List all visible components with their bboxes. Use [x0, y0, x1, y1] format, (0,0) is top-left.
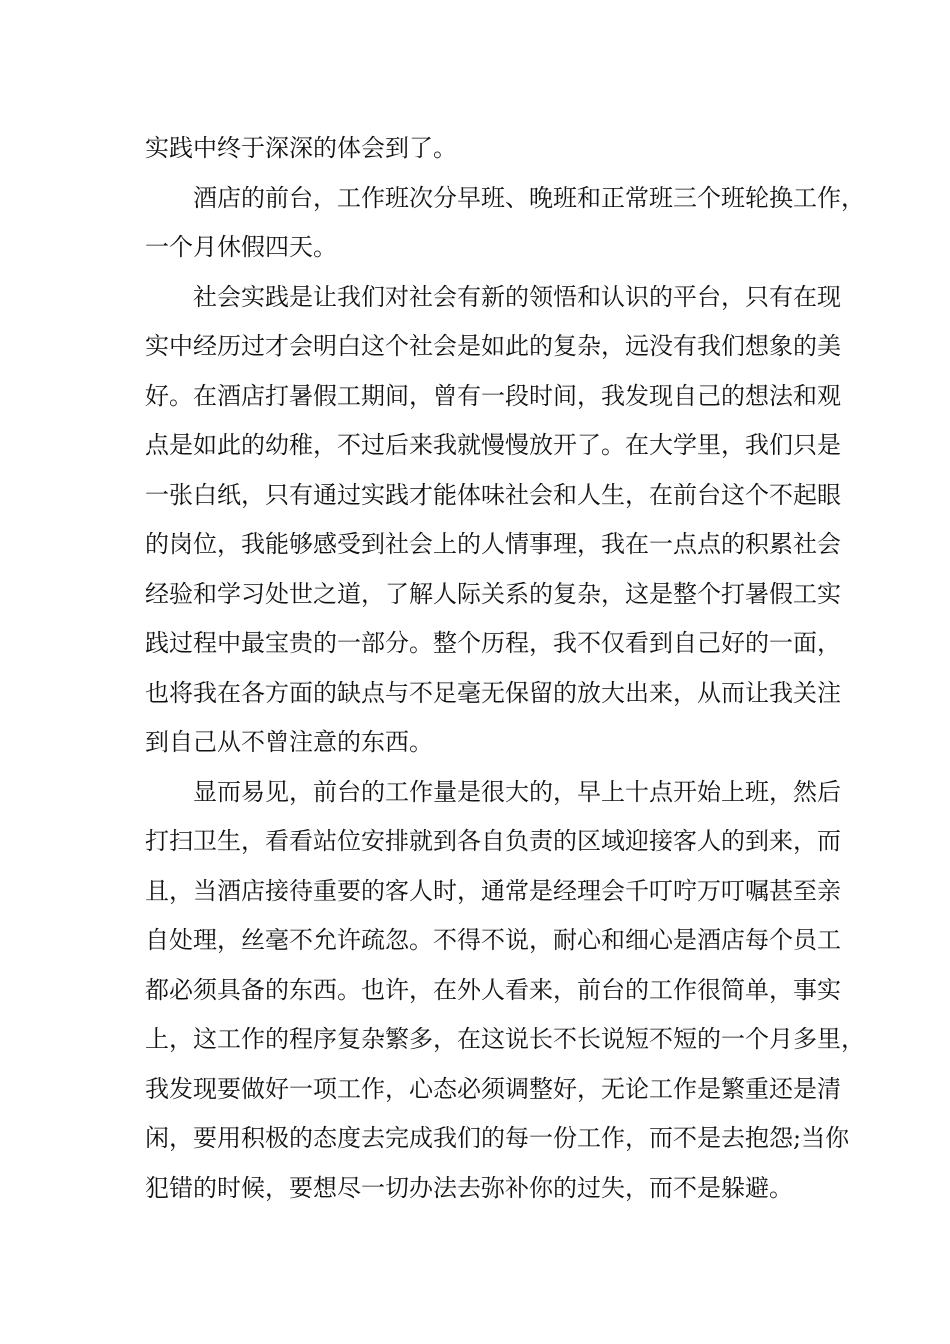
text-line: 一个月休假四天。 — [145, 233, 337, 261]
text-line: 的岗位，我能够感受到社会上的人情事理，我在一点点的积累社会 — [145, 530, 841, 558]
text-line: 社会实践是让我们对社会有新的领悟和认识的平台，只有在现 — [193, 282, 841, 311]
text-line: 也将我在各方面的缺点与不足毫无保留的放大出来，从而让我关注 — [145, 678, 841, 707]
text-line: 酒店的前台，工作班次分早班、晚班和正常班三个班轮换工作， — [193, 183, 865, 212]
text-line: 打扫卫生，看看站位安排就到各自负责的区域迎接客人的到来，而 — [145, 827, 841, 855]
text-line: 自处理，丝毫不允许疏忽。不得不说，耐心和细心是酒店每个员工 — [145, 926, 841, 954]
text-line: 闲，要用积极的态度去完成我们的每一份工作，而不是去抱怨;当你 — [145, 1124, 850, 1152]
text-line: 我发现要做好一项工作，心态必须调整好，无论工作是繁重还是清 — [145, 1074, 841, 1103]
text-line: 践过程中最宝贵的一部分。整个历程，我不仅看到自己好的一面， — [145, 629, 841, 657]
text-line: 上，这工作的程序复杂繁多，在这说长不长说短不短的一个月多里， — [145, 1025, 865, 1053]
text-line: 经验和学习处世之道，了解人际关系的复杂，这是整个打暑假工实 — [145, 579, 841, 608]
text-line: 实中经历过才会明白这个社会是如此的复杂，远没有我们想象的美 — [145, 332, 841, 360]
text-line: 都必须具备的东西。也许，在外人看来，前台的工作很简单，事实 — [145, 975, 841, 1004]
text-line: 好。在酒店打暑假工期间，曾有一段时间，我发现自己的想法和观 — [145, 381, 841, 410]
text-line: 实践中终于深深的体会到了。 — [145, 134, 457, 162]
text-line: 且，当酒店接待重要的客人时，通常是经理会千叮咛万叮嘱甚至亲 — [145, 876, 841, 905]
body-text — [145, 124, 865, 1213]
text-line: 犯错的时候，要想尽一切办法去弥补你的过失，而不是躲避。 — [145, 1173, 793, 1202]
text-line: 点是如此的幼稚，不过后来我就慢慢放开了。在大学里，我们只是 — [145, 431, 841, 459]
text-line: 一张白纸，只有通过实践才能体味社会和人生，在前台这个不起眼 — [145, 480, 841, 509]
text-line: 到自己从不曾注意的东西。 — [145, 728, 433, 756]
text-line: 显而易见，前台的工作量是很大的，早上十点开始上班，然后 — [193, 777, 841, 806]
